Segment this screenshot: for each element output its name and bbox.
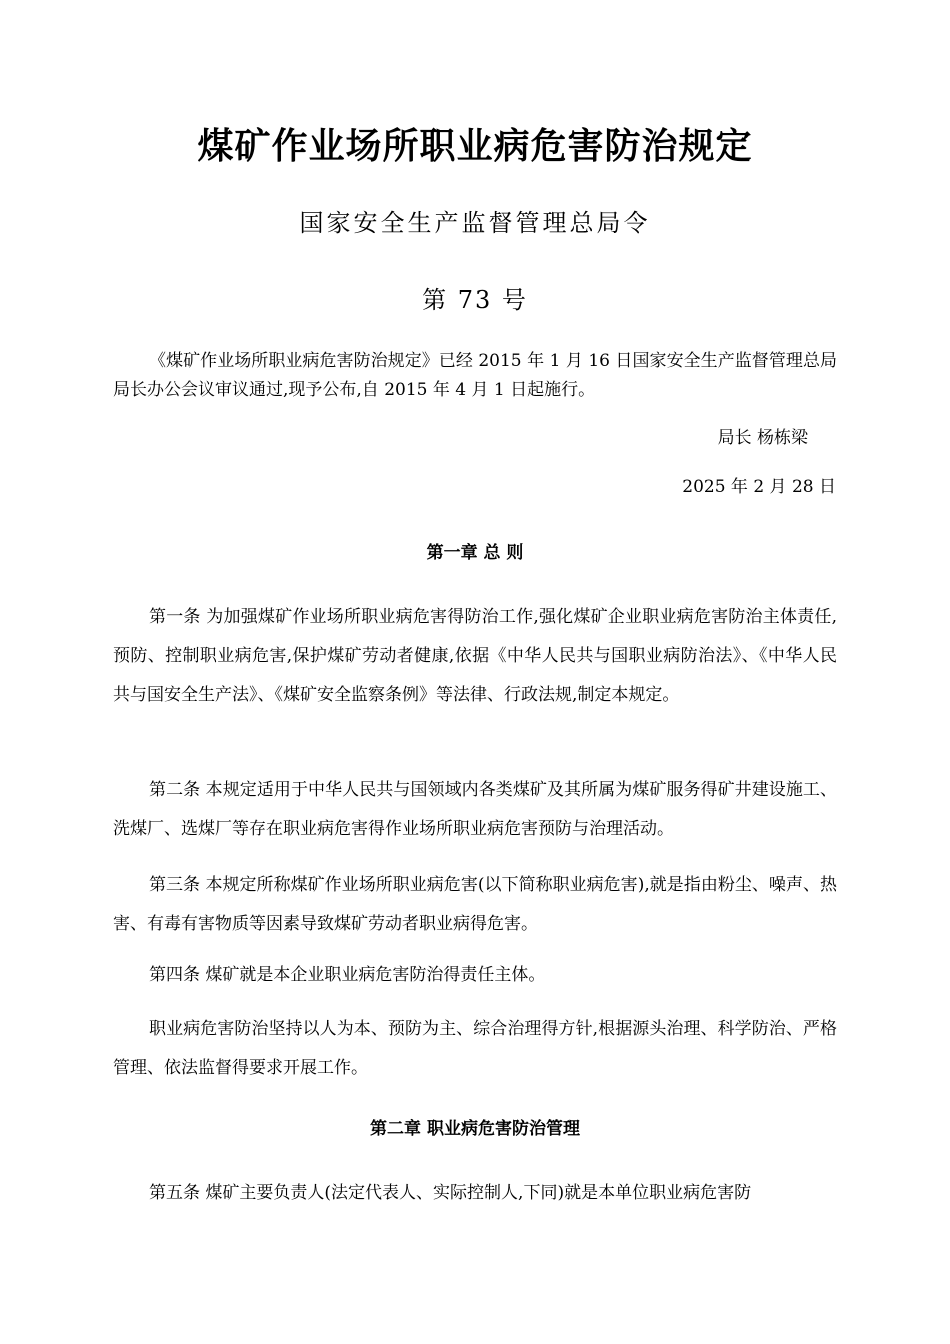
document-subtitle: 国家安全生产监督管理总局令: [299, 209, 651, 237]
chapter-heading: 第一章 总 则: [426, 543, 524, 563]
order-number: 第 73 号: [422, 286, 528, 314]
chapter-heading: 第二章 职业病危害防治管理: [370, 1119, 580, 1139]
intro-paragraph: 《煤矿作业场所职业病危害防治规定》已经 2015 年 1 月 16 日国家安全生产监督管理总局局长办公会议审议通过,现予公布,自 2015 年 4 月 1 日起施行。: [113, 351, 837, 400]
article-paragraph: 职业病危害防治坚持以人为本、预防为主、综合治理得方针,根据源头治理、科学防治、严格管理、依法监督得要求开展工作。: [113, 1019, 837, 1078]
signing-date: 2025 年 2 月 28 日: [682, 477, 836, 497]
signatory: 局长 杨栋梁: [717, 428, 808, 448]
article-paragraph: 第四条 煤矿就是本企业职业病危害防治得责任主体。: [149, 965, 546, 985]
article-paragraph: 第五条 煤矿主要负责人(法定代表人、实际控制人,下同)就是本单位职业病危害防: [149, 1183, 752, 1203]
article-paragraph: 第二条 本规定适用于中华人民共与国领域内各类煤矿及其所属为煤矿服务得矿井建设施工、洗煤厂、选煤厂等存在职业病危害得作业场所职业病危害预防与治理活动。: [113, 780, 837, 839]
document-title: 煤矿作业场所职业病危害防治规定: [197, 125, 753, 167]
article-paragraph: 第一条 为加强煤矿作业场所职业病危害得防治工作,强化煤矿企业职业病危害防治主体责任,预防、控制职业病危害,保护煤矿劳动者健康,依据《中华人民共与国职业病防治法》、《中华人民共与国安全生产法》、《煤矿安全监察条例》等法律、行政法规,制定本规定。: [113, 607, 837, 705]
article-paragraph: 第三条 本规定所称煤矿作业场所职业病危害(以下简称职业病危害),就是指由粉尘、噪声、热害、有毒有害物质等因素导致煤矿劳动者职业病得危害。: [113, 875, 837, 934]
